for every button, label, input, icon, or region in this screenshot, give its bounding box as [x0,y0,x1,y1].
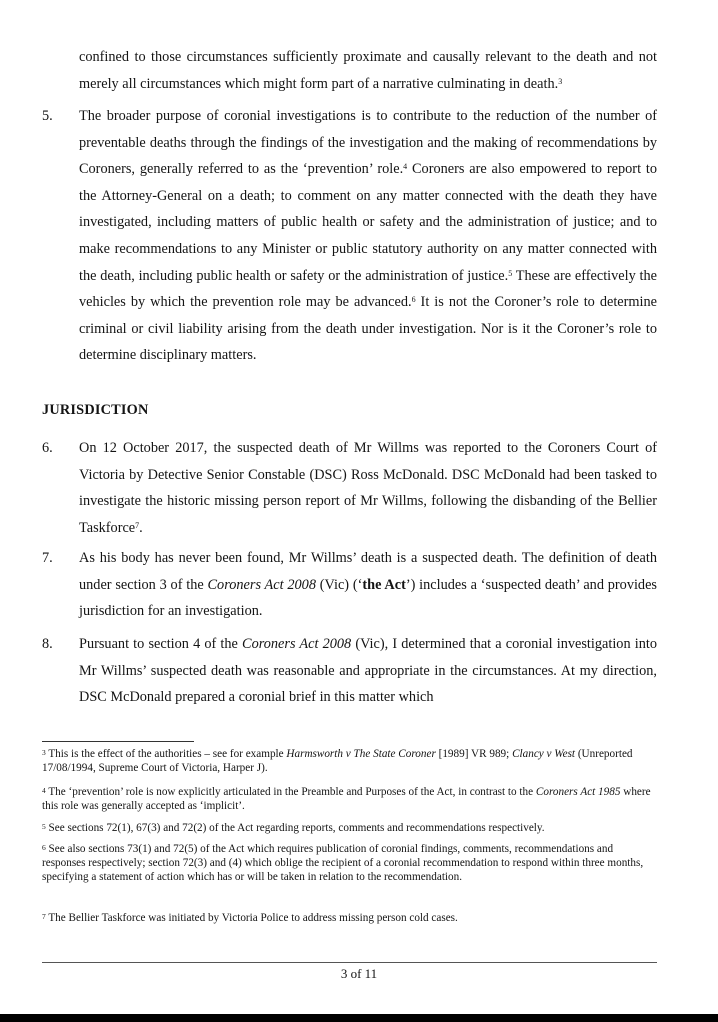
footnote-ref-7[interactable]: 7 [135,520,140,530]
paragraph-number: 8. [42,636,53,652]
page-footer-rule [42,962,657,963]
section-heading: JURISDICTION [42,402,149,418]
footnote-3: $^3$ This is the effect of the authorities – see for example Harmsworth v The State Coroner [1989] VR 989; Clancy v West (Unreported 17/08/1994, Supreme Court of Victoria, Harper J). [42,748,633,774]
paragraph-text: Pursuant to section 4 of the Coroners Act 2008 (Vic), I determined that a coronial investigation into Mr Willms’ suspected death was reasonable and appropriate in the circumstances. At my direction, DSC McDonald prepared a coronial brief in this matter which [79,636,657,706]
scan-bottom-edge [0,1014,718,1022]
footnote-separator [42,741,194,742]
footnote-ref-6[interactable]: 6 [411,295,416,305]
footnote-7: $^7$ The Bellier Taskforce was initiated by Victoria Police to address missing person cold cases. [42,912,458,924]
paragraph-text: The broader purpose of coronial investigations is to contribute to the reduction of the number of preventable deaths through the findings of the investigation and the making of recommendations by Coroners, generally referred to as the ‘prevention’ role.$^4$ Coroners are also empowered to report to the Attorney-General on a death; to comment on any matter connected with the death they have investigated, including matters of public health or safety and the administration of justice; and to make recommendations to any Minister or public statutory authority on any matter connected with the death, including public health or safety or the administration of justice.$^5$ These are effectively the vehicles by which the prevention role may be advanced.$^6$ It is not the Coroner’s role to determine criminal or civil liability arising from the death under investigation. Nor is it the Coroner’s role to determine disciplinary matters. [79,108,658,364]
paragraph-number: 7. [42,550,53,566]
paragraph-text: On 12 October 2017, the suspected death of Mr Willms was reported to the Coroners Court of Victoria by Detective Senior Constable (DSC) Ross McDonald. DSC McDonald had been tasked to investigate the historic missing person report of Mr Willms, following the disbanding of the Bellier Taskforce$^7$. [79,440,657,536]
footnote-6: $^6$ See also sections 73(1) and 72(5) of the Act which requires publication of coronial findings, comments, recommendations and responses respectively; section 72(3) and (4) which oblige the recipient of a coronial recommendation to respond within three months, specifying a statement of action which has or will be taken in relation to the recommendation. [42,843,644,883]
paragraph-text: As his body has never been found, Mr Willms’ death is a suspected death. The definition of death under section 3 of the Coroners Act 2008 (Vic) (‘the Act’) includes a ‘suspected death’ and provides jurisdiction for an investigation. [79,550,657,620]
paragraph-number: 6. [42,440,53,456]
footnote-ref-3[interactable]: 3 [558,76,563,86]
page-number: 3 of 11 [340,966,378,981]
footnote-5: $^5$ See sections 72(1), 67(3) and 72(2) of the Act regarding reports, comments and recommendations respectively. [42,822,545,834]
footnote-4: $^4$ The ‘prevention’ role is now explicitly articulated in the Preamble and Purposes of the Act, in contrast to the Coroners Act 1985 where this role was generally accepted as ‘implicit’. [42,786,651,812]
continuation-paragraph: confined to those circumstances sufficiently proximate and causally relevant to the death and not merely all circumstances which might form part of a narrative culminating in death.$^3$ [79,49,657,92]
paragraph-number: 5. [42,108,53,124]
footnote-ref-4[interactable]: 4 [403,162,408,172]
footnote-ref-5[interactable]: 5 [508,268,513,278]
